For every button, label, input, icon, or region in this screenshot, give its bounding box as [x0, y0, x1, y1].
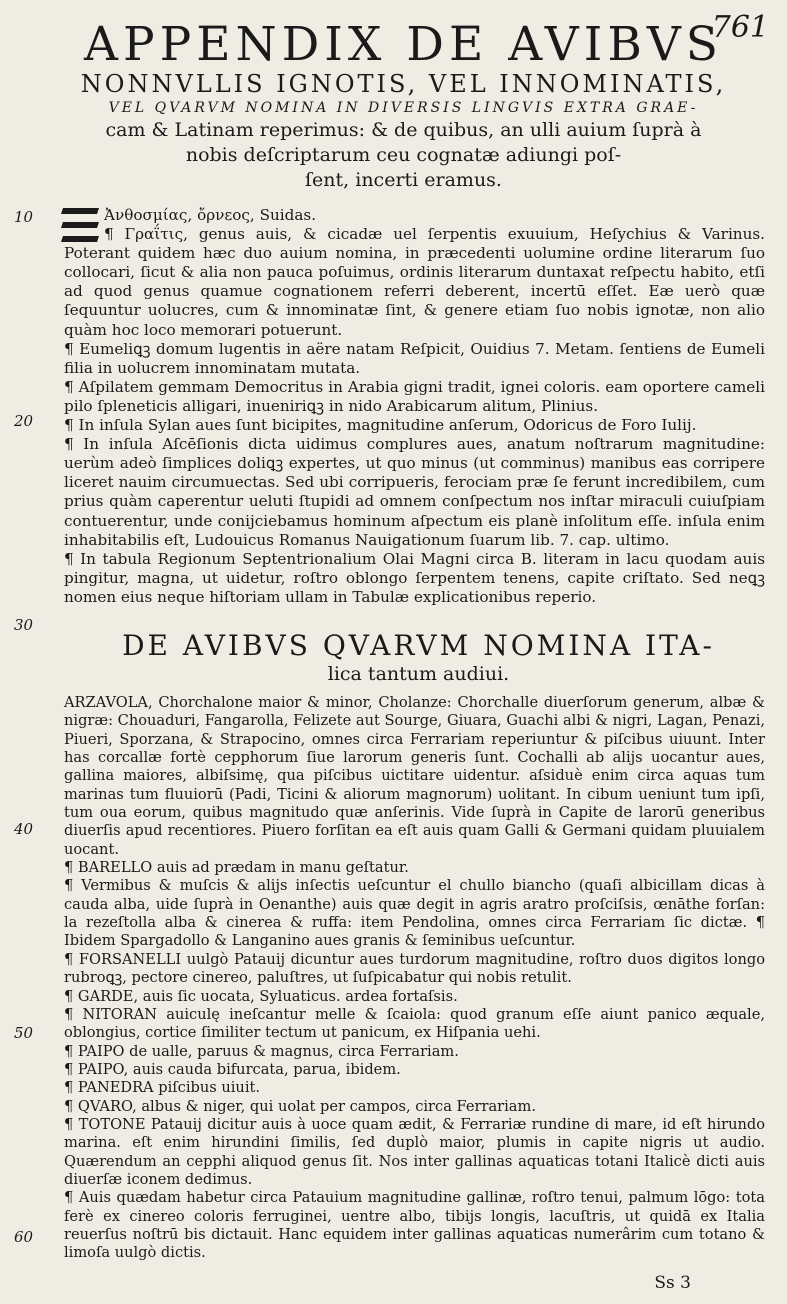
paragraph: ¶ Auis quædam habetur circa Patauium magnitudine gallinæ, roſtro tenui, palmum lōgo: tota ferè ex cinereo coloris ferruginei, uentre albo, tibijs longis, lacuſtris, ut quidā ex Italia reuerſus noſtrū bis dictauit. Hanc equidem inter gallinas aquaticas numerârim cum totano & limoſa uulgò dictis.: [64, 1189, 765, 1262]
margin-line-number: 30: [14, 616, 34, 634]
page-number: 761: [711, 10, 769, 45]
paragraph: ¶ Aſpilatem gemmam Democritus in Arabia gigni tradit, ignei coloris. eam oportere cameli pilo ſpleneticis alligari, inueniriꝗꝫ in nido Arabicarum alitum, Plinius.: [64, 377, 765, 415]
margin-line-number: 60: [14, 1228, 34, 1246]
paragraph: ARZAVOLA, Chorchalone maior & minor, Cholanze: Chorchalle diuerſorum generum, albæ & nigræ: Chouaduri, Fangarolla, Felizete aut Sourge, Giuara, Guachi albi & nigri, Lagan, Penazi, Piueri, Sporzana, & Strapocino, omnes circa Ferrariam reperiuntur & piſcibus uiuunt. Inter has corcallæ fortè cepphorum ſiue larorum generis ſunt. Cochalli ab alijs uocantur aues, gallina maiores, albiſsimę, qua piſcibus uictitare uidentur. aſsiduè enim circa aquas tum marinas tum fluuiorū (Padi, Ticini & aliorum magnorum) uolitant. In cibum ueniunt tum ipſi, tum oua eorum, quibus magnitudo quæ anſerinis. Vide ſuprà in Capite de larorū generibus diuerſis apud recentiores. Piuero forſitan ea eſt auis quam Galli & Germani quidam pluuialem uocant.: [64, 694, 765, 858]
section-2-text: [64, 694, 765, 1263]
drop-cap-epsilon-ornament: [62, 206, 98, 244]
margin-line-number: 40: [14, 820, 34, 838]
paragraph: ¶ Eumeliꝗꝫ domum lugentis in aëre natam Reſpicit, Ouidius 7. Metam. ſentiens de Eumeli filia in uolucrem innominatam mutata.: [64, 339, 765, 377]
paragraph: ¶ PAIPO, auis cauda bifurcata, parua, ibidem.: [64, 1060, 401, 1078]
chapter-title: [40, 17, 767, 193]
margin-line-number: 50: [14, 1024, 34, 1042]
paragraph: ¶ BARELLO auis ad prædam in manu geſtatur.: [64, 859, 409, 877]
paragraph: ¶ In inſula Sylan aues ſunt bicipites, magnitudine anſerum, Odoricus de Foro Iulij.: [64, 416, 697, 435]
paragraph: ¶ PAIPO de ualle, paruus & magnus, circa Ferrariam.: [64, 1042, 459, 1060]
margin-line-number: 10: [14, 208, 34, 226]
heading-line-2: lica tantum audiui.: [327, 663, 510, 685]
paragraph: ¶ Vermibus & muſcis & alijs inſectis ueſcuntur el chullo biancho (quaſi albicillam dicas à cauda alba, uide ſuprà in Oenanthe) auis quæ degit in agris aratro proſciſsis, œnāthe forſan: la rezeſtolla alba & cinerea & ruffa: item Pendolina, omnes circa Ferrariam ſic dictæ. ¶ Ibidem Spargadollo & Langanino aues granis & ſeminibus ueſcuntur.: [64, 877, 765, 950]
paragraph: ¶ In tabula Regionum Septentrionalium Olai Magni circa B. literam in lacu quodam auis pingitur, magna, ut uidetur, roſtro oblongo ſerpentem tenens, capite criſtato. Sed neꝗꝫ nomen eius neque hiſtoriam ullam in Tabulæ explicationibus reperio.: [64, 549, 765, 606]
title-line-5: nobis deſcriptarum ceu cognatæ adiungi poſ-: [185, 144, 622, 166]
paragraph: ¶ GARDE, auis ſic uocata, Syluaticus. ardea fortaſsis.: [64, 987, 458, 1005]
title-line-6: ſent, incerti eramus.: [305, 169, 502, 191]
paragraph: ¶ Γραΐτις, genus auis, & cicadæ uel ſerpentis exuuium, Heſychius & Varinus. Poterant quidem hæc duo auium nomina, in præcedenti uolumine ordine literarum ſuo collocari, ſicut & alia non pauca poſuimus, ordinis literarum duntaxat reſpectu habito, etſi ad quod genus quamue cognationem referri deberent, incertū eſſet. Eæ uerò quæ ſequuntur uolucres, cum & innominatæ ſint, & genere etiam ſuo nobis ignotæ, non alio quàm hoc loco memorari potuerunt.: [64, 225, 765, 339]
paragraph: ¶ FORSANELLI uulgò Patauij dicuntur aues turdorum magnitudine, roſtro duos digitos longo rubroꝗꝫ, pectore cinereo, paluſtres, ut ſuſpicabatur qui nobis retulit.: [64, 950, 765, 987]
paragraph: ¶ PANEDRA piſcibus uiuit.: [64, 1079, 260, 1097]
paragraph: ¶ QVARO, albus & niger, qui uolat per campos, circa Ferrariam.: [64, 1097, 536, 1115]
title-line-4: cam & Latinam reperimus: & de quibus, an ulli auium ſuprà à: [105, 119, 702, 141]
margin-line-number: 20: [14, 412, 34, 430]
paragraph: ¶ TOTONE Patauij dicitur auis à uoce quam ædit, & Ferrariæ rundine di mare, id eſt hirundo marina. eſt enim hirundini ſimilis, ſed duplò maior, plumis in capite nigris ut audio. Quærendum an cepphi aliquod genus ſit. Nos inter gallinas aquaticas totani Italicè dicti auis diuerſæ iconem dedimus.: [64, 1115, 765, 1188]
section-2-heading: [90, 630, 747, 686]
title-line-2: NONNVLLIS IGNOTIS, VEL INNOMINATIS,: [80, 70, 727, 98]
section-1-text: [64, 206, 765, 607]
title-line-3: VEL QVARVM NOMINA IN DIVERSIS LINGVIS EXTRA GRAE-: [108, 100, 699, 116]
heading-line-1: DE AVIBVS QVARVM NOMINA ITA-: [122, 629, 715, 662]
paragraph: ¶ In inſula Aſcēſionis dicta uidimus complures aues, anatum noſtrarum magnitudine: uerùm adeò ſimplices doliꝗꝫ expertes, ut quo minus (ut comminus) manibus eas corripere liceret nauim circumuectas. Sed ubi corripueris, ferociam præ ſe ferunt incredibilem, cum prius quàm caperentur ueluti ſtupidi ad omnem conſpectum nos inſtar miraculi cuiuſpiam contuerentur, unde conijciebamus hominum aſpectum eis planè inſolitum eſſe. inſula enim inhabitabilis eſt, Ludouicus Romanus Nauigationum ſuarum lib. 7. cap. ultimo.: [64, 435, 765, 549]
paragraph: Ἀνθοσμίας, ὄρνεος, Suidas.: [104, 206, 317, 224]
paragraph: ¶ NITORAN auiculę ineſcantur melle & ſcaiola: quod granum eſſe aiunt panico æquale, oblongius, cortice ſimiliter tectum ut panicum, ex Hiſpania uehi.: [64, 1005, 765, 1042]
title-line-1: APPENDIX DE AVIBVS: [84, 17, 723, 72]
signature-mark: Ss 3: [654, 1273, 691, 1293]
